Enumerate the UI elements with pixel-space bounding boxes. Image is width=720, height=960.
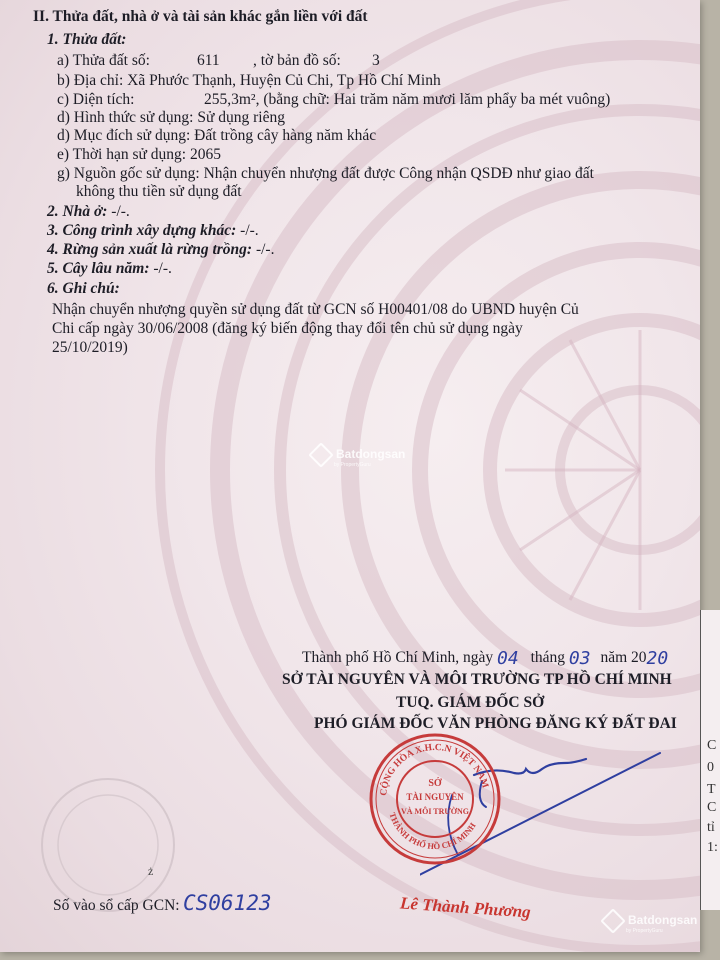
watermark-corner-tagline: by PropertyGuru — [626, 928, 663, 934]
perennial-heading: 5. Cây lâu năm: — [47, 260, 150, 277]
perennial-row — [47, 260, 172, 278]
parcel-heading: 1. Thửa đất: — [47, 31, 127, 48]
notes-heading: 6. Ghi chú: — [47, 280, 120, 297]
house-logo-icon — [600, 908, 625, 933]
official-red-seal — [366, 730, 504, 868]
parcel-area-label: c) Diện tích: — [57, 91, 135, 108]
house-value: -/-. — [111, 203, 130, 220]
edge-char-4: C — [707, 800, 717, 815]
seal-center-line3: VÀ MÔI TRƯỜNG — [401, 807, 469, 816]
forest-row — [47, 241, 274, 259]
place-date-prefix: Thành phố Hồ Chí Minh, ngày — [302, 649, 494, 666]
edge-char-5: tỉ — [707, 820, 715, 835]
month-label: tháng — [530, 649, 566, 666]
section-title: II. Thửa đất, nhà ở và tài sản khác gắn liền với đất — [33, 8, 368, 25]
map-sheet-label: , tờ bản đồ số: — [253, 52, 341, 69]
edge-char-1: C — [707, 738, 717, 753]
parcel-number-value: 611 — [197, 52, 220, 69]
svg-text:ż: ż — [148, 864, 154, 878]
usage-origin-line1: g) Nguồn gốc sử dụng: Nhận chuyển nhượng đất được Công nhận QSDĐ như giao đất — [57, 165, 594, 182]
seal-bottom-text: THÀNH PHỐ HỒ CHÍ MINH — [387, 811, 478, 852]
notes-line3: 25/10/2019) — [52, 339, 128, 356]
house-row — [47, 203, 130, 221]
edge-char-6: 1: — [707, 840, 718, 855]
signing-day: 04 — [497, 648, 519, 669]
place-date-line — [302, 648, 668, 667]
forest-value: -/-. — [255, 241, 275, 258]
map-sheet-value: 3 — [372, 52, 380, 69]
registry-number: CS06123 — [183, 891, 272, 915]
seal-center-line2: TÀI NGUYÊN — [406, 792, 464, 802]
edge-char-3: T — [707, 782, 716, 797]
watermark-tagline: by PropertyGuru — [334, 462, 371, 468]
notes-line2: Chi cấp ngày 30/06/2008 (đăng ký biến động thay đổi tên chủ sử dụng ngày — [52, 320, 523, 337]
perennial-value: -/-. — [153, 260, 172, 277]
parcel-number-label: a) Thửa đất số: — [57, 52, 150, 69]
watermark-brand: Batdongsan — [336, 447, 406, 462]
edge-char-2: 0 — [707, 760, 714, 775]
registry-label: Số vào sổ cấp GCN: — [53, 897, 180, 914]
year-label: năm 20 — [600, 649, 647, 666]
notes-line1: Nhận chuyển nhượng quyền sử dụng đất từ GCN số H00401/08 do UBND huyện Củ — [52, 301, 579, 318]
usage-origin-line2: không thu tiền sử dụng đất — [76, 183, 242, 200]
signer-name: Lê Thành Phương — [399, 893, 532, 922]
forest-heading: 4. Rừng sản xuất là rừng trồng: — [47, 241, 253, 258]
signing-year-suffix: 20 — [646, 648, 669, 669]
usage-term: e) Thời hạn sử dụng: 2065 — [57, 146, 221, 163]
house-heading: 2. Nhà ở: — [47, 203, 108, 220]
construction-value: -/-. — [240, 222, 259, 239]
construction-heading: 3. Công trình xây dựng khác: — [47, 222, 237, 239]
signer-position: PHÓ GIÁM ĐỐC VĂN PHÒNG ĐĂNG KÝ ĐẤT ĐAI — [314, 715, 677, 732]
house-logo-icon — [308, 442, 333, 467]
usage-purpose: d) Mục đích sử dụng: Đất trồng cây hàng năm khác — [57, 127, 377, 144]
authority-name: SỞ TÀI NGUYÊN VÀ MÔI TRƯỜNG TP HỒ CHÍ MINH — [282, 671, 672, 688]
parcel-address: b) Địa chỉ: Xã Phước Thạnh, Huyện Củ Chi, Tp Hồ Chí Minh — [57, 72, 441, 89]
adjacent-page-edge — [700, 610, 720, 910]
watermark-corner — [604, 912, 697, 934]
usage-form: d) Hình thức sử dụng: Sử dụng riêng — [57, 109, 285, 126]
watermark-center — [312, 446, 405, 468]
faint-embossed-seal — [38, 775, 178, 915]
seal-center-line1: SỞ — [428, 778, 442, 789]
parcel-area-value: 255,3m², (bằng chữ: Hai trăm năm mươi lăm phẩy ba mét vuông) — [204, 91, 611, 108]
signing-month: 03 — [568, 648, 591, 669]
delegation-line: TUQ. GIÁM ĐỐC SỞ — [396, 694, 545, 711]
watermark-corner-brand: Batdongsan — [628, 913, 698, 928]
construction-row — [47, 222, 259, 240]
seal-ring-text: CỘNG HÒA X.H.C.N VIỆT NAM — [379, 742, 490, 797]
